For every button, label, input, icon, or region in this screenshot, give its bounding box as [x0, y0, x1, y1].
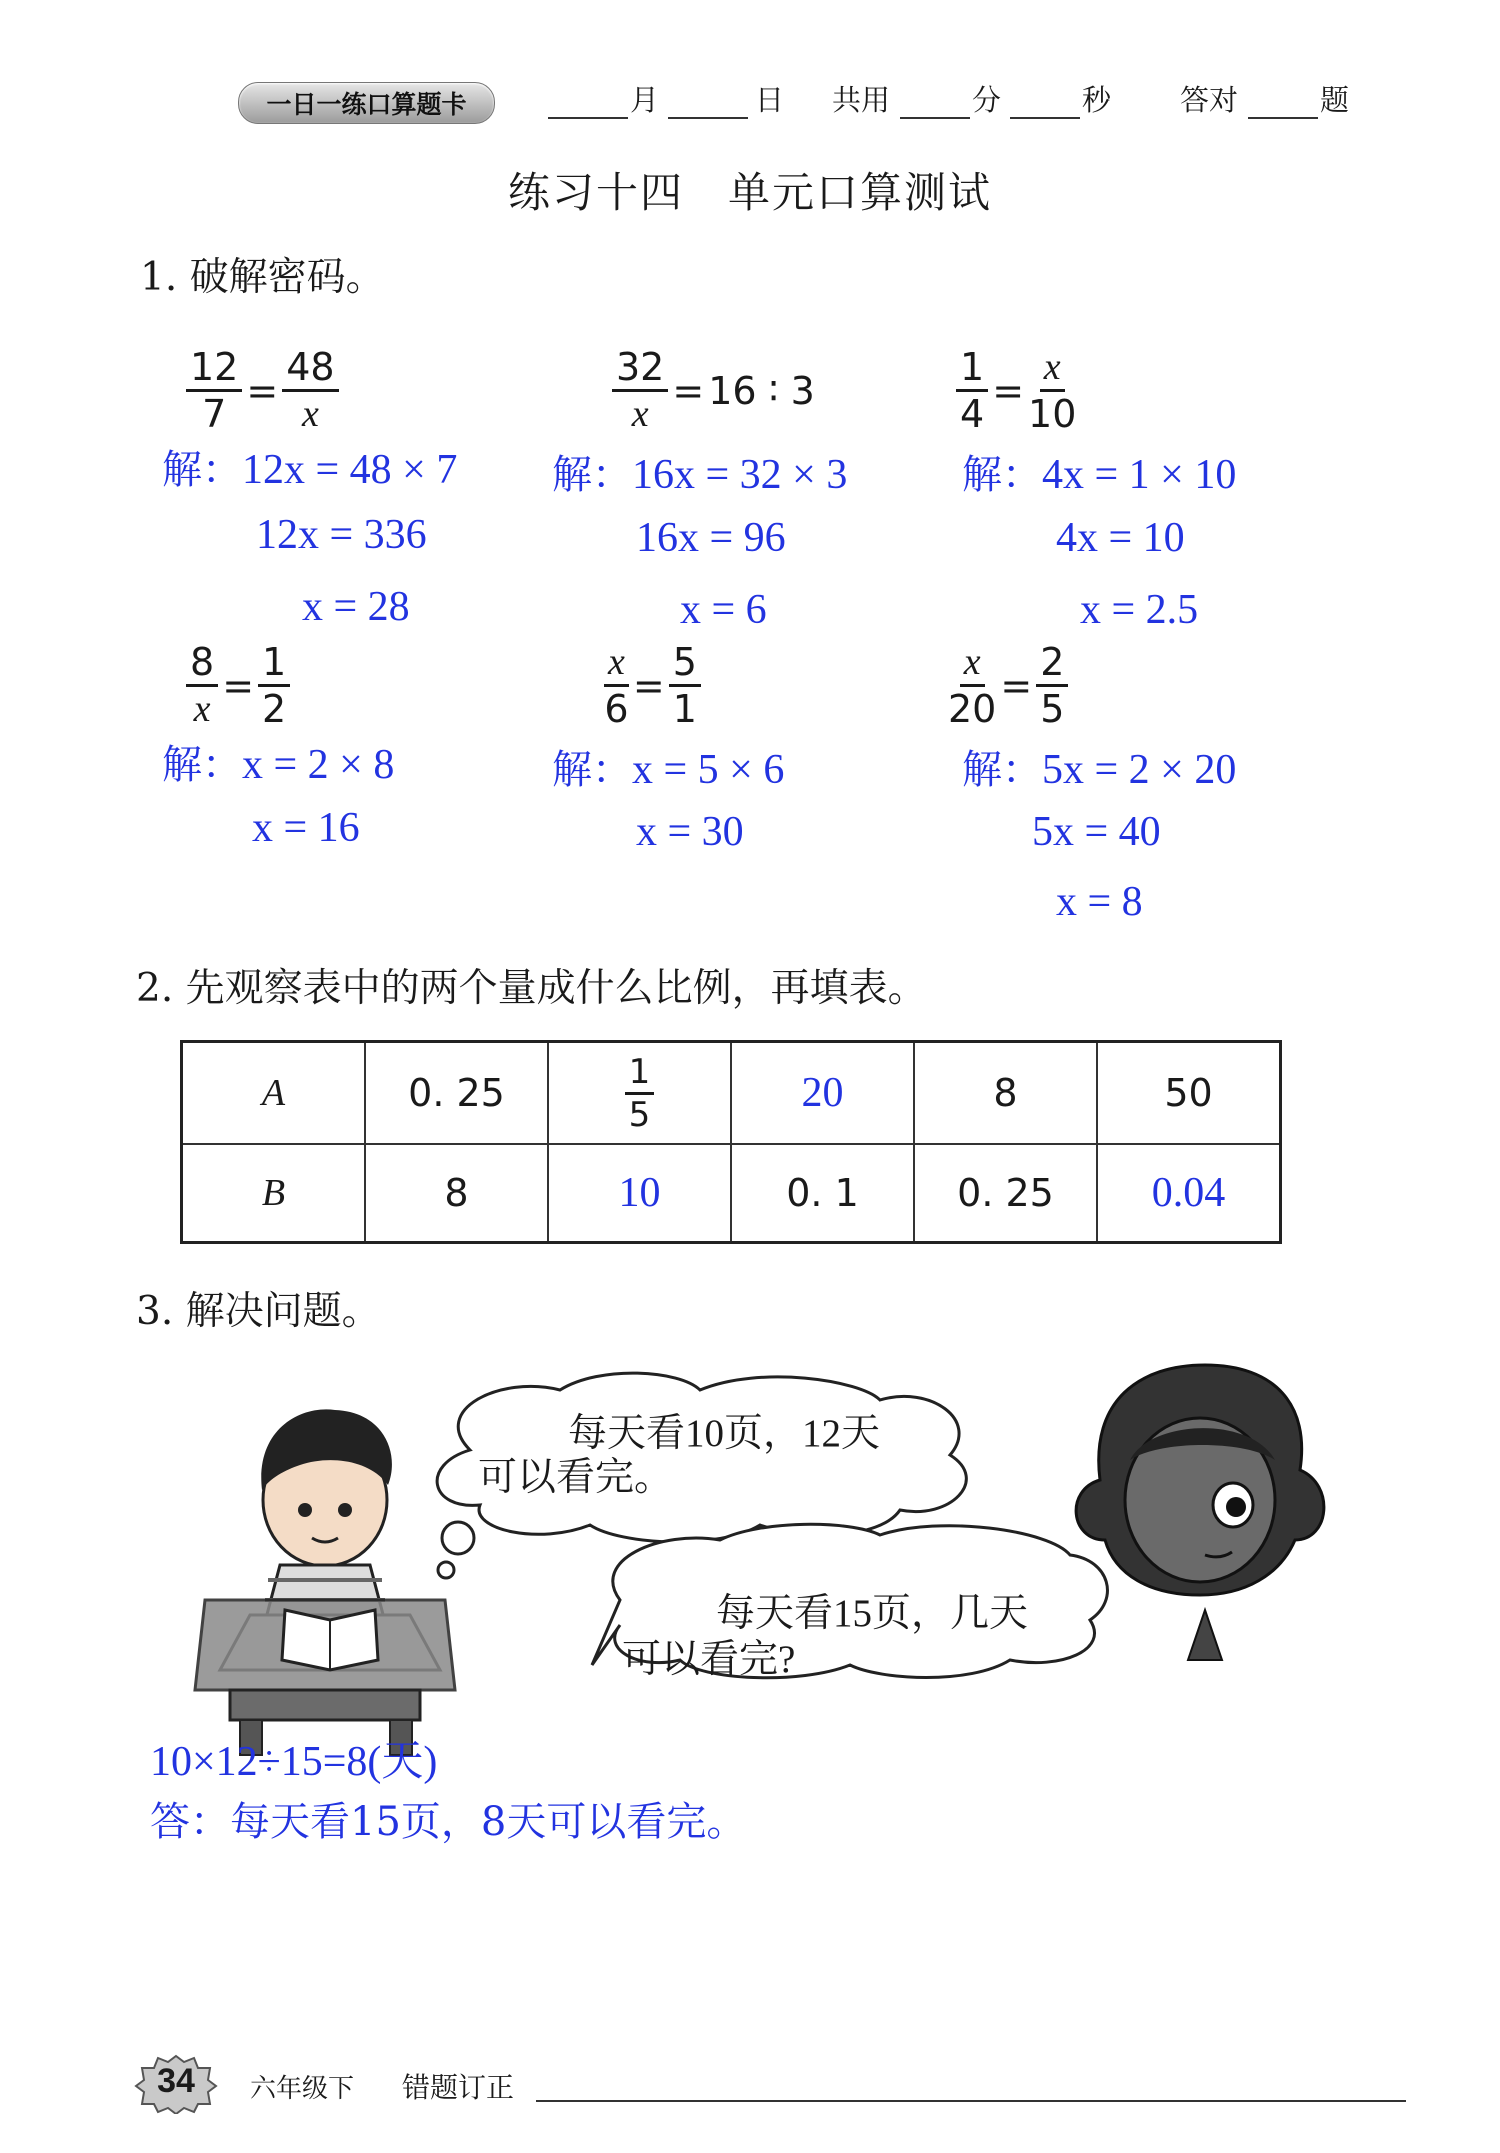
bubble2-line1: 每天看15页，几天 — [716, 1592, 1029, 1635]
day-blank[interactable] — [668, 117, 748, 119]
fraction: $\frac{5}{1}$ — [669, 640, 701, 731]
seconds-blank[interactable] — [1010, 117, 1080, 119]
answer-calculation: 10×12÷15=8(天) — [150, 1739, 438, 1785]
table-row — [182, 1144, 1281, 1243]
fraction: $\frac{x}{6}$ — [604, 641, 629, 731]
thought-dot — [438, 1562, 454, 1578]
bubble1-line1: 每天看10页，12天 — [568, 1412, 881, 1455]
solution-1-step-3: x = 28 — [302, 584, 410, 630]
fraction: $\frac{x}{20}$ — [948, 641, 997, 731]
fraction: $\frac{1}{2}$ — [258, 640, 290, 731]
table-cell-answer[interactable]: 0.04 — [1097, 1144, 1281, 1243]
correct-label: 答对 — [1180, 83, 1239, 117]
solution-3-step-2: 4x = 10 — [1056, 515, 1185, 561]
problem-4: $\frac{8}{x}$ = $\frac{1}{2}$ — [186, 640, 290, 731]
grade-label: 六年级下 — [250, 2074, 355, 2104]
row-a-label: A — [182, 1042, 366, 1145]
correction-line[interactable] — [536, 2100, 1406, 2102]
fraction: $\frac{12}{7}$ — [186, 345, 242, 436]
solution-2-step-2: 16x = 96 — [636, 515, 786, 561]
correction-label: 错题订正 — [402, 2071, 515, 2104]
fraction: $\frac{8}{x}$ — [186, 640, 218, 731]
boy-reading-icon — [195, 1409, 455, 1755]
solution-3-step-3: x = 2.5 — [1080, 587, 1199, 633]
problem-2: $\frac{32}{x}$ = 16 ∶ 3 — [612, 345, 815, 436]
table-cell-answer[interactable]: 20 — [731, 1042, 914, 1145]
practice-card-badge: 一日一练口算题卡 — [238, 82, 495, 124]
q2-heading: 2. 先观察表中的两个量成什么比例，再填表。 — [136, 966, 927, 1011]
table-cell-answer[interactable]: 10 — [548, 1144, 731, 1243]
thought-dot — [442, 1522, 474, 1554]
solution-4-step-1: 解：x = 2 × 8 — [162, 742, 395, 788]
solution-1-step-2: 12x = 336 — [256, 512, 427, 558]
fraction: $\frac{1}{4}$ — [956, 345, 988, 436]
solution-1-step-1: 解：12x = 48 × 7 — [162, 447, 458, 493]
table-cell: 8 — [365, 1144, 548, 1243]
problem-5: $\frac{x}{6}$ = $\frac{5}{1}$ — [604, 640, 701, 731]
problem-6: $\frac{x}{20}$ = $\frac{2}{5}$ — [948, 640, 1068, 731]
table-cell: 8 — [914, 1042, 1097, 1145]
fraction: $\frac{48}{x}$ — [282, 345, 338, 436]
solution-2-step-1: 解：16x = 32 × 3 — [552, 452, 848, 498]
solution-5-step-2: x = 30 — [636, 809, 744, 855]
time-used-label: 共用 — [832, 83, 891, 117]
minutes-blank[interactable] — [900, 117, 970, 119]
solution-6-step-2: 5x = 40 — [1032, 809, 1161, 855]
proportion-table — [180, 1040, 1282, 1244]
questions-label: 题 — [1320, 83, 1350, 117]
solution-6-step-3: x = 8 — [1056, 879, 1143, 925]
problem-1: $\frac{12}{7}$ = $\frac{48}{x}$ — [186, 345, 339, 436]
solution-5-step-1: 解：x = 5 × 6 — [552, 747, 785, 793]
problem-3: $\frac{1}{4}$ = $\frac{x}{10}$ — [956, 345, 1076, 436]
page-title: 练习十四 单元口算测试 — [507, 168, 992, 217]
day-label: 日 — [755, 83, 785, 117]
table-cell: $\frac{1}{5}$ — [548, 1042, 731, 1145]
row-b-label: B — [182, 1144, 366, 1243]
month-blank[interactable] — [548, 117, 628, 119]
q1-heading: 1. 破解密码。 — [140, 255, 385, 300]
q3-heading: 3. 解决问题。 — [136, 1289, 381, 1334]
month-label: 月 — [630, 83, 660, 117]
answer-statement: 答：每天看15页，8天可以看完。 — [150, 1799, 747, 1845]
solution-6-step-1: 解：5x = 2 × 20 — [962, 747, 1237, 793]
bubble1-line2: 可以看完。 — [478, 1456, 674, 1499]
fraction: $\frac{2}{5}$ — [1036, 640, 1068, 731]
minutes-label: 分 — [972, 83, 1002, 117]
solution-3-step-1: 解：4x = 1 × 10 — [962, 452, 1237, 498]
fraction: $\frac{32}{x}$ — [612, 345, 668, 436]
table-row — [182, 1042, 1281, 1145]
correct-blank[interactable] — [1248, 117, 1318, 119]
table-cell: 0. 25 — [914, 1144, 1097, 1243]
table-cell: 0. 1 — [731, 1144, 914, 1243]
seconds-label: 秒 — [1082, 83, 1112, 117]
table-cell: 0. 25 — [365, 1042, 548, 1145]
solution-2-step-3: x = 6 — [680, 587, 767, 633]
girl-face-icon — [1076, 1365, 1324, 1660]
fraction: $\frac{x}{10}$ — [1028, 346, 1077, 436]
bubble2-line2: 可以看完? — [622, 1638, 796, 1681]
page-number: 34 — [157, 2062, 195, 2100]
table-cell: 50 — [1097, 1042, 1281, 1145]
solution-4-step-2: x = 16 — [252, 805, 360, 851]
